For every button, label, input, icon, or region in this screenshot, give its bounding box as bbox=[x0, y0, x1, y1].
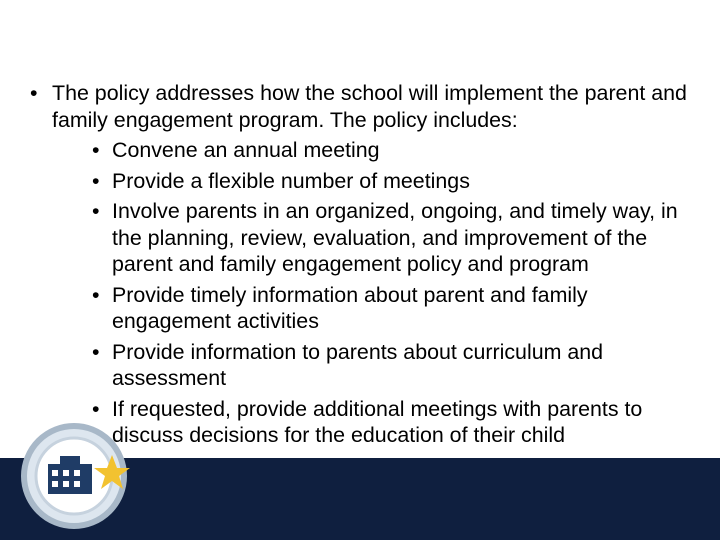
main-bullet-text: The policy addresses how the school will implement the parent and family engagement program. The policy includes: bbox=[52, 81, 687, 132]
slide-content bbox=[28, 80, 698, 453]
bullet-list bbox=[28, 80, 698, 449]
sub-bullet: • Provide a flexible number of meetings bbox=[88, 168, 698, 195]
sub-bullet: • Provide timely information about parent and family engagement activities bbox=[88, 282, 698, 335]
sub-bullet: • Provide information to parents about curriculum and assessment bbox=[88, 339, 698, 392]
sub-bullet: • If requested, provide additional meetings with parents to discuss decisions for the education of their child bbox=[88, 396, 698, 449]
sub-bullet: • Involve parents in an organized, ongoing, and timely way, in the planning, review, evaluation, and improvement of the parent and family engagement policy and program bbox=[88, 198, 698, 278]
sub-bullet-list bbox=[52, 137, 698, 449]
main-bullet bbox=[28, 80, 698, 449]
sub-bullet: • Convene an annual meeting bbox=[88, 137, 698, 164]
